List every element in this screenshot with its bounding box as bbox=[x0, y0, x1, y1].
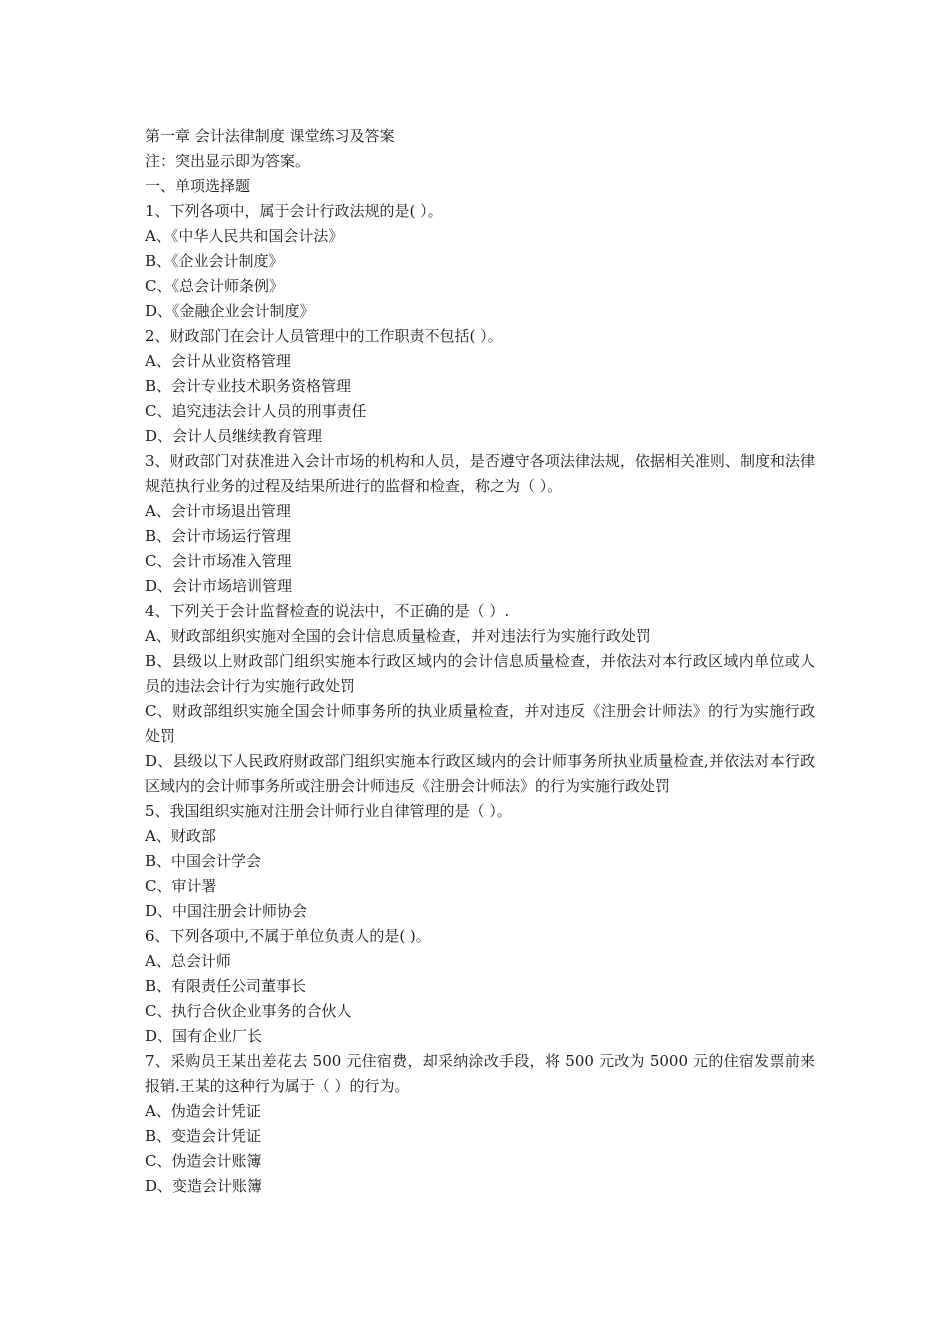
option-b: B、会计市场运行管理 bbox=[145, 527, 292, 545]
option-c: C、伪造会计账簿 bbox=[145, 1152, 262, 1170]
option-a: A、会计从业资格管理 bbox=[145, 352, 291, 370]
document-page bbox=[145, 124, 815, 1199]
question-7 bbox=[145, 1049, 815, 1199]
document-note: 注：突出显示即为答案。 bbox=[145, 152, 311, 170]
option-a: A、《中华人民共和国会计法》 bbox=[145, 227, 344, 245]
section-heading: 一、单项选择题 bbox=[145, 177, 251, 195]
option-a: A、财政部组织实施对全国的会计信息质量检查，并对违法行为实施行政处罚 bbox=[145, 627, 651, 645]
option-b: B、会计专业技术职务资格管理 bbox=[145, 377, 352, 395]
option-c: C、会计市场准入管理 bbox=[145, 552, 292, 570]
option-d: D、国有企业厂长 bbox=[145, 1027, 263, 1045]
question-stem: 5、我国组织实施对注册会计师行业自律管理的是（ ）。 bbox=[145, 802, 512, 820]
option-a: A、会计市场退出管理 bbox=[145, 502, 291, 520]
option-b: B、《企业会计制度》 bbox=[145, 252, 284, 270]
question-2 bbox=[145, 324, 815, 449]
question-6 bbox=[145, 924, 815, 1049]
option-d: D、会计人员继续教育管理 bbox=[145, 427, 323, 445]
option-d: D、县级以下人民政府财政部门组织实施本行政区域内的会计师事务所执业质量检查,并依法对本行政区域内的会计师事务所或注册会计师违反《注册会计师法》的行为实施行政处罚 bbox=[145, 752, 815, 795]
option-b: B、中国会计学会 bbox=[145, 852, 262, 870]
option-b: B、变造会计凭证 bbox=[145, 1127, 262, 1145]
option-d: D、《金融企业会计制度》 bbox=[145, 302, 315, 320]
option-a: A、财政部 bbox=[145, 827, 216, 845]
option-d: D、变造会计账簿 bbox=[145, 1177, 263, 1195]
question-4 bbox=[145, 599, 815, 799]
option-a: A、伪造会计凭证 bbox=[145, 1102, 261, 1120]
option-c: C、执行合伙企业事务的合伙人 bbox=[145, 1002, 352, 1020]
option-d: D、会计市场培训管理 bbox=[145, 577, 293, 595]
question-stem: 2、财政部门在会计人员管理中的工作职责不包括( ）。 bbox=[145, 327, 503, 345]
option-c: C、审计署 bbox=[145, 877, 217, 895]
question-stem: 7、采购员王某出差花去 500 元住宿费，却采纳涂改手段，将 500 元改为 5000 元的住宿发票前来报销.王某的这种行为属于（ ）的行为。 bbox=[145, 1052, 815, 1095]
question-3 bbox=[145, 449, 815, 599]
question-stem: 3、财政部门对获准进入会计市场的机构和人员，是否遵守各项法律法规，依据相关准则、制度和法律规范执行业务的过程及结果所进行的监督和检查，称之为（ ）。 bbox=[145, 452, 815, 495]
document-title: 第一章 会计法律制度 课堂练习及答案 bbox=[145, 127, 395, 145]
question-stem: 6、下列各项中,不属于单位负责人的是( )。 bbox=[145, 927, 431, 945]
question-stem: 1、下列各项中，属于会计行政法规的是( ）。 bbox=[145, 202, 443, 220]
option-b: B、有限责任公司董事长 bbox=[145, 977, 307, 995]
option-c: C、《总会计师条例》 bbox=[145, 277, 284, 295]
option-a: A、总会计师 bbox=[145, 952, 231, 970]
option-d: D、中国注册会计师协会 bbox=[145, 902, 308, 920]
option-c: C、追究违法会计人员的刑事责任 bbox=[145, 402, 367, 420]
question-5 bbox=[145, 799, 815, 924]
question-1 bbox=[145, 199, 815, 324]
option-b: B、县级以上财政部门组织实施本行政区域内的会计信息质量检查，并依法对本行政区域内单位或人员的违法会计行为实施行政处罚 bbox=[145, 652, 815, 695]
question-stem: 4、下列关于会计监督检查的说法中，不正确的是（ ）. bbox=[145, 602, 510, 620]
option-c: C、财政部组织实施全国会计师事务所的执业质量检查，并对违反《注册会计师法》的行为实施行政处罚 bbox=[145, 702, 815, 745]
